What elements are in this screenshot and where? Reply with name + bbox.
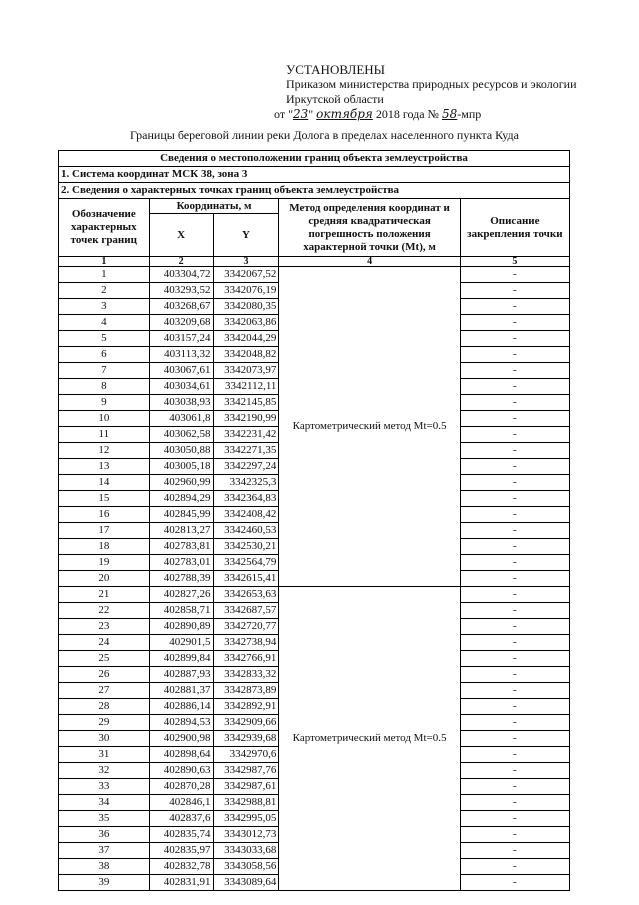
coord-y: 3342063,86: [213, 315, 279, 331]
coord-x: 402788,39: [149, 571, 213, 587]
coord-x: 402898,64: [149, 747, 213, 763]
coord-y: 3342987,61: [213, 779, 279, 795]
order-month: октября: [316, 107, 373, 121]
col-num-4: 4: [279, 257, 460, 267]
point-number: 3: [59, 299, 150, 315]
coord-x: 402858,71: [149, 603, 213, 619]
point-number: 38: [59, 859, 150, 875]
col-num-3: 3: [213, 257, 279, 267]
coord-x: 403157,24: [149, 331, 213, 347]
coord-y: 3342615,41: [213, 571, 279, 587]
point-description: -: [460, 683, 569, 699]
col-header-y: Y: [213, 214, 279, 257]
order-suffix: -мпр: [457, 107, 482, 121]
date-prefix: от ": [274, 107, 293, 121]
point-description: -: [460, 779, 569, 795]
boundary-points-table: [58, 150, 570, 891]
coord-x: 402831,91: [149, 875, 213, 891]
col-header-description: Описание закрепления точки: [460, 199, 569, 257]
coord-x: 402894,53: [149, 715, 213, 731]
coord-y: 3342766,91: [213, 651, 279, 667]
point-description: -: [460, 555, 569, 571]
coord-y: 3342995,05: [213, 811, 279, 827]
coord-y: 3342044,29: [213, 331, 279, 347]
point-description: -: [460, 267, 569, 283]
approval-line-2: Иркутской области: [286, 92, 384, 106]
point-number: 13: [59, 459, 150, 475]
point-number: 29: [59, 715, 150, 731]
col-header-x: X: [149, 214, 213, 257]
point-number: 8: [59, 379, 150, 395]
point-description: -: [460, 651, 569, 667]
coord-x: 402901,5: [149, 635, 213, 651]
point-number: 10: [59, 411, 150, 427]
point-number: 19: [59, 555, 150, 571]
point-number: 18: [59, 539, 150, 555]
coord-x: 403113,32: [149, 347, 213, 363]
table-title: Сведения о местоположении границ объекта землеустройства: [59, 151, 570, 167]
coord-y: 3342190,99: [213, 411, 279, 427]
column-numbers-row: [59, 257, 570, 267]
point-number: 4: [59, 315, 150, 331]
document-subtitle: Границы береговой линии реки Долога в пределах населенного пункта Куда: [130, 128, 519, 142]
point-number: 26: [59, 667, 150, 683]
table-row: [59, 267, 570, 283]
point-number: 16: [59, 507, 150, 523]
coord-x: 402813,27: [149, 523, 213, 539]
point-number: 7: [59, 363, 150, 379]
coord-y: 3343012,73: [213, 827, 279, 843]
coord-x: 403050,88: [149, 443, 213, 459]
point-number: 25: [59, 651, 150, 667]
point-description: -: [460, 283, 569, 299]
point-description: -: [460, 763, 569, 779]
date-mid: ": [308, 107, 314, 121]
coord-y: 3342112,11: [213, 379, 279, 395]
point-number: 36: [59, 827, 150, 843]
approved-label: УСТАНОВЛЕНЫ: [286, 62, 385, 77]
table-row: [59, 587, 570, 603]
coord-x: 403209,68: [149, 315, 213, 331]
point-description: -: [460, 363, 569, 379]
point-description: -: [460, 395, 569, 411]
coord-x: 402899,84: [149, 651, 213, 667]
coord-x: 402845,99: [149, 507, 213, 523]
point-number: 31: [59, 747, 150, 763]
point-description: -: [460, 795, 569, 811]
order-day: 23: [292, 107, 309, 121]
point-number: 35: [59, 811, 150, 827]
coord-x: 402783,81: [149, 539, 213, 555]
point-description: -: [460, 827, 569, 843]
point-description: -: [460, 379, 569, 395]
point-number: 24: [59, 635, 150, 651]
point-number: 20: [59, 571, 150, 587]
coord-x: 402960,99: [149, 475, 213, 491]
point-description: -: [460, 811, 569, 827]
point-description: -: [460, 427, 569, 443]
col-header-coords: Координаты, м: [149, 199, 279, 214]
point-description: -: [460, 699, 569, 715]
coord-x: 403034,61: [149, 379, 213, 395]
coord-x: 403038,93: [149, 395, 213, 411]
coord-y: 3342067,52: [213, 267, 279, 283]
coord-x: 402881,37: [149, 683, 213, 699]
coord-x: 402887,93: [149, 667, 213, 683]
coord-x: 402832,78: [149, 859, 213, 875]
coord-x: 402783,01: [149, 555, 213, 571]
point-number: 21: [59, 587, 150, 603]
point-description: -: [460, 491, 569, 507]
coord-x: 402837,6: [149, 811, 213, 827]
coord-y: 3342080,35: [213, 299, 279, 315]
coord-x: 403268,67: [149, 299, 213, 315]
point-description: -: [460, 635, 569, 651]
coord-y: 3342987,76: [213, 763, 279, 779]
point-number: 9: [59, 395, 150, 411]
point-description: -: [460, 875, 569, 891]
coord-y: 3342939,68: [213, 731, 279, 747]
point-number: 27: [59, 683, 150, 699]
point-description: -: [460, 507, 569, 523]
point-number: 14: [59, 475, 150, 491]
point-description: -: [460, 715, 569, 731]
col-num-1: 1: [59, 257, 150, 267]
coord-y: 3342325,3: [213, 475, 279, 491]
point-description: -: [460, 603, 569, 619]
coord-y: 3342564,79: [213, 555, 279, 571]
coord-y: 3342408,42: [213, 507, 279, 523]
coord-y: 3343058,56: [213, 859, 279, 875]
coord-y: 3342970,6: [213, 747, 279, 763]
table-body: [59, 267, 570, 891]
coord-x: 402890,63: [149, 763, 213, 779]
col-header-method: Метод определения координат и средняя квадратическая погрешность положения характерной точки (Mt), м: [279, 199, 460, 257]
point-description: -: [460, 571, 569, 587]
point-description: -: [460, 587, 569, 603]
coord-x: 403304,72: [149, 267, 213, 283]
point-description: -: [460, 859, 569, 875]
coord-y: 3342460,53: [213, 523, 279, 539]
coord-x: 402846,1: [149, 795, 213, 811]
point-description: -: [460, 747, 569, 763]
coord-x: 403062,58: [149, 427, 213, 443]
coord-y: 3342364,83: [213, 491, 279, 507]
point-number: 12: [59, 443, 150, 459]
coord-x: 402835,74: [149, 827, 213, 843]
point-description: -: [460, 475, 569, 491]
col-num-2: 2: [149, 257, 213, 267]
coord-y: 3342892,91: [213, 699, 279, 715]
coord-x: 402870,28: [149, 779, 213, 795]
approval-line-1: Приказом министерства природных ресурсов и экологии: [286, 77, 577, 91]
coord-y: 3343033,68: [213, 843, 279, 859]
point-number: 34: [59, 795, 150, 811]
order-line: [274, 107, 577, 122]
point-number: 37: [59, 843, 150, 859]
coord-x: 403293,52: [149, 283, 213, 299]
point-number: 5: [59, 331, 150, 347]
coord-y: 3342271,35: [213, 443, 279, 459]
point-description: -: [460, 539, 569, 555]
coord-x: 402900,98: [149, 731, 213, 747]
coord-y: 3342145,85: [213, 395, 279, 411]
coord-y: 3342873,89: [213, 683, 279, 699]
point-description: -: [460, 299, 569, 315]
coord-x: 402894,29: [149, 491, 213, 507]
point-number: 15: [59, 491, 150, 507]
order-year: 2018 года №: [375, 107, 440, 121]
coord-y: 3342653,63: [213, 587, 279, 603]
point-number: 6: [59, 347, 150, 363]
coord-x: 403061,8: [149, 411, 213, 427]
coord-y: 3342530,21: [213, 539, 279, 555]
coord-y: 3342909,66: [213, 715, 279, 731]
coord-x: 402835,97: [149, 843, 213, 859]
coord-y: 3342720,77: [213, 619, 279, 635]
section-points-info: 2. Сведения о характерных точках границ объекта землеустройства: [59, 183, 570, 199]
coord-y: 3342048,82: [213, 347, 279, 363]
point-number: 39: [59, 875, 150, 891]
point-description: -: [460, 619, 569, 635]
coord-x: 403067,61: [149, 363, 213, 379]
coord-y: 3342988,81: [213, 795, 279, 811]
coord-y: 3342297,24: [213, 459, 279, 475]
point-number: 33: [59, 779, 150, 795]
coord-x: 402890,89: [149, 619, 213, 635]
point-number: 2: [59, 283, 150, 299]
point-description: -: [460, 443, 569, 459]
method-cell: Картометрический метод Mt=0.5: [279, 267, 460, 587]
col-num-5: 5: [460, 257, 569, 267]
point-number: 11: [59, 427, 150, 443]
method-cell: Картометрический метод Mt=0.5: [279, 587, 460, 891]
point-description: -: [460, 411, 569, 427]
coord-y: 3343089,64: [213, 875, 279, 891]
point-description: -: [460, 331, 569, 347]
point-description: -: [460, 347, 569, 363]
point-description: -: [460, 667, 569, 683]
point-description: -: [460, 459, 569, 475]
point-description: -: [460, 315, 569, 331]
section-coordinate-system: 1. Система координат МСК 38, зона 3: [59, 167, 570, 183]
point-description: -: [460, 843, 569, 859]
coord-y: 3342076,19: [213, 283, 279, 299]
coord-y: 3342833,32: [213, 667, 279, 683]
point-number: 32: [59, 763, 150, 779]
point-description: -: [460, 523, 569, 539]
coord-y: 3342738,94: [213, 635, 279, 651]
coord-x: 402886,14: [149, 699, 213, 715]
point-description: -: [460, 731, 569, 747]
point-number: 28: [59, 699, 150, 715]
order-number: 58: [442, 107, 458, 121]
coord-y: 3342687,57: [213, 603, 279, 619]
approval-header: [274, 62, 577, 122]
point-number: 1: [59, 267, 150, 283]
coord-y: 3342231,42: [213, 427, 279, 443]
point-number: 23: [59, 619, 150, 635]
point-number: 30: [59, 731, 150, 747]
col-header-points: Обозначение характерных точек границ: [59, 199, 150, 257]
coord-y: 3342073,97: [213, 363, 279, 379]
point-number: 17: [59, 523, 150, 539]
coord-x: 402827,26: [149, 587, 213, 603]
point-number: 22: [59, 603, 150, 619]
coord-x: 403005,18: [149, 459, 213, 475]
